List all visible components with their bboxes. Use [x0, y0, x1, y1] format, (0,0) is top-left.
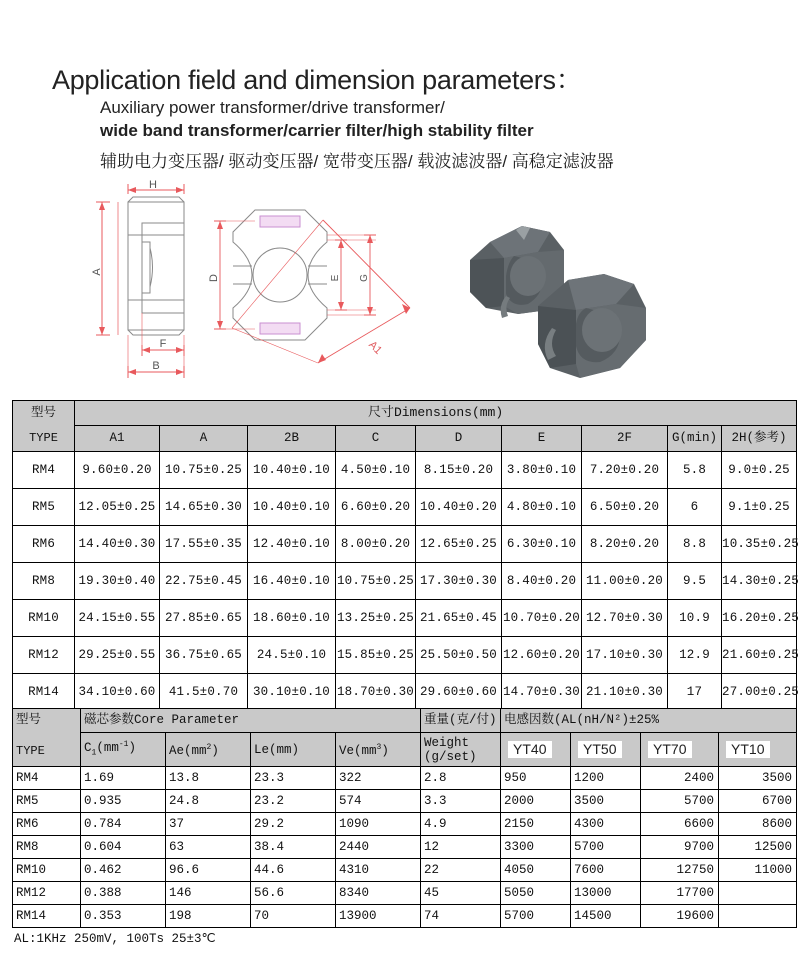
core-photo	[452, 218, 668, 390]
cell-ae: 13.8	[166, 767, 251, 790]
core-header-yt70	[641, 733, 719, 767]
table-row	[13, 790, 797, 813]
row-type: RM14	[13, 674, 75, 711]
top-view-arrowheads	[217, 221, 410, 363]
dimension-drawings	[80, 180, 440, 390]
ae-exp: 2	[206, 742, 212, 752]
core-group-al: 电感因数(AL(nH/N²)±25%	[501, 709, 797, 733]
c1-symbol: C	[84, 741, 92, 756]
top-view-outline	[233, 210, 327, 340]
cell-2h: 27.00±0.25	[722, 674, 797, 711]
cell-2b: 16.40±0.10	[248, 563, 336, 600]
cell-yt10: 12500	[719, 836, 797, 859]
cell-le: 70	[251, 905, 336, 928]
table-row	[13, 452, 797, 489]
cell-2b: 10.40±0.10	[248, 452, 336, 489]
row-type: RM6	[13, 813, 81, 836]
cell-a1: 12.05±0.25	[75, 489, 160, 526]
row-type: RM8	[13, 563, 75, 600]
side-view-dim-lines	[96, 184, 184, 378]
core-header-type-cn: 型号	[16, 713, 42, 727]
cell-a1: 9.60±0.20	[75, 452, 160, 489]
row-type: RM10	[13, 600, 75, 637]
cell-yt70: 19600	[641, 905, 719, 928]
cell-yt50: 14500	[571, 905, 641, 928]
cell-2f: 7.20±0.20	[582, 452, 668, 489]
dimensions-table	[12, 400, 800, 711]
cell-yt10: 3500	[719, 767, 797, 790]
cell-weight: 12	[421, 836, 501, 859]
cell-yt50: 13000	[571, 882, 641, 905]
cell-2f: 11.00±0.20	[582, 563, 668, 600]
cell-yt70: 5700	[641, 790, 719, 813]
cell-d: 25.50±0.50	[416, 637, 502, 674]
cell-yt10	[719, 905, 797, 928]
cell-yt10	[719, 882, 797, 905]
core-header-type-en: TYPE	[16, 744, 45, 758]
dim-label-A: A	[91, 268, 103, 276]
application-subtitle	[100, 96, 534, 142]
dim-label-F: F	[159, 338, 167, 350]
cell-yt50: 1200	[571, 767, 641, 790]
cell-2h: 16.20±0.25	[722, 600, 797, 637]
header-type-en: TYPE	[29, 431, 58, 445]
top-view-dim-lines	[214, 220, 410, 363]
c1-subscript: 1	[91, 748, 97, 758]
cell-ve: 8340	[336, 882, 421, 905]
header-col-e: E	[502, 426, 582, 452]
header-col-c: C	[336, 426, 416, 452]
dim-label-E: E	[330, 274, 341, 282]
cell-c1: 0.388	[81, 882, 166, 905]
dimensions-header-row-2	[13, 426, 797, 452]
cell-yt40: 4050	[501, 859, 571, 882]
cell-e: 4.80±0.10	[502, 489, 582, 526]
row-type: RM5	[13, 489, 75, 526]
cell-c1: 0.462	[81, 859, 166, 882]
drawing-svg	[80, 180, 440, 390]
cell-a: 27.85±0.65	[160, 600, 248, 637]
header-col-2b: 2B	[248, 426, 336, 452]
cell-a: 10.75±0.25	[160, 452, 248, 489]
cell-2f: 6.50±0.20	[582, 489, 668, 526]
ve-symbol: Ve(mm	[339, 744, 377, 759]
cell-yt10: 11000	[719, 859, 797, 882]
weight-line-2: (g/set)	[424, 749, 477, 764]
cell-a1: 34.10±0.60	[75, 674, 160, 711]
cell-d: 10.40±0.20	[416, 489, 502, 526]
cell-2h: 21.60±0.25	[722, 637, 797, 674]
cell-2f: 8.20±0.20	[582, 526, 668, 563]
row-type: RM12	[13, 637, 75, 674]
core-group-weight: 重量(克/付)	[421, 709, 501, 733]
table-row	[13, 836, 797, 859]
table-row	[13, 882, 797, 905]
cell-weight: 22	[421, 859, 501, 882]
core-header-yt10	[719, 733, 797, 767]
weight-line-1: Weight	[424, 735, 470, 750]
core-header-ve	[336, 733, 421, 767]
cell-yt70: 9700	[641, 836, 719, 859]
dim-label-H: H	[149, 180, 157, 191]
dimensions-header-row-1	[13, 401, 797, 426]
cell-e: 6.30±0.10	[502, 526, 582, 563]
ae-symbol: Ae(mm	[169, 744, 207, 759]
cell-ve: 322	[336, 767, 421, 790]
cell-e: 14.70±0.30	[502, 674, 582, 711]
ve-close: )	[381, 744, 389, 759]
cell-d: 8.15±0.20	[416, 452, 502, 489]
table-row	[13, 813, 797, 836]
header-col-gmin: G(min)	[668, 426, 722, 452]
row-type: RM6	[13, 526, 75, 563]
cell-e: 3.80±0.10	[502, 452, 582, 489]
cell-gmin: 10.9	[668, 600, 722, 637]
cell-a1: 14.40±0.30	[75, 526, 160, 563]
cell-c: 8.00±0.20	[336, 526, 416, 563]
subtitle-line-2: wide band transformer/carrier filter/high stability filter	[100, 121, 534, 140]
table-row	[13, 905, 797, 928]
side-view-outline	[128, 197, 184, 335]
cell-le: 23.3	[251, 767, 336, 790]
cell-e: 8.40±0.20	[502, 563, 582, 600]
cell-d: 21.65±0.45	[416, 600, 502, 637]
table-row	[13, 600, 797, 637]
cell-ve: 4310	[336, 859, 421, 882]
core-header-yt50	[571, 733, 641, 767]
cell-a: 14.65±0.30	[160, 489, 248, 526]
row-type: RM4	[13, 452, 75, 489]
header-col-2h: 2H(参考)	[722, 426, 797, 452]
table-row	[13, 637, 797, 674]
dim-label-D: D	[208, 274, 220, 282]
cell-ve: 1090	[336, 813, 421, 836]
header-col-a: A	[160, 426, 248, 452]
cell-yt70: 6600	[641, 813, 719, 836]
core-header-yt40	[501, 733, 571, 767]
cell-2b: 24.5±0.10	[248, 637, 336, 674]
cell-ae: 37	[166, 813, 251, 836]
cell-a1: 24.15±0.55	[75, 600, 160, 637]
table-row	[13, 767, 797, 790]
yt70-label: YT70	[648, 741, 691, 758]
cell-yt50: 7600	[571, 859, 641, 882]
cell-le: 38.4	[251, 836, 336, 859]
cell-c1: 1.69	[81, 767, 166, 790]
cell-yt40: 3300	[501, 836, 571, 859]
c1-unit-close: )	[128, 741, 136, 756]
cell-yt50: 4300	[571, 813, 641, 836]
core-header-weight	[421, 733, 501, 767]
cell-yt40: 5050	[501, 882, 571, 905]
cell-a1: 19.30±0.40	[75, 563, 160, 600]
row-type: RM14	[13, 905, 81, 928]
cell-weight: 74	[421, 905, 501, 928]
table-row	[13, 563, 797, 600]
cell-ve: 13900	[336, 905, 421, 928]
cell-c: 18.70±0.30	[336, 674, 416, 711]
cell-c1: 0.935	[81, 790, 166, 813]
row-type: RM10	[13, 859, 81, 882]
dim-label-A1: A1	[366, 338, 385, 357]
measurement-condition-note: AL:1KHz 250mV, 100Ts 25±3℃	[14, 932, 216, 946]
cell-c: 13.25±0.25	[336, 600, 416, 637]
cell-yt40: 5700	[501, 905, 571, 928]
header-type-cn: 型号	[30, 406, 56, 420]
cell-ae: 96.6	[166, 859, 251, 882]
cell-d: 12.65±0.25	[416, 526, 502, 563]
c1-unit-open: (mm	[96, 741, 119, 756]
cell-2h: 10.35±0.25	[722, 526, 797, 563]
core-header-ae	[166, 733, 251, 767]
c1-unit-exp: -1	[118, 740, 129, 750]
core-group-parameter: 磁芯参数Core Parameter	[81, 709, 421, 733]
cell-yt10: 8600	[719, 813, 797, 836]
cell-gmin: 17	[668, 674, 722, 711]
cell-c: 10.75±0.25	[336, 563, 416, 600]
cell-gmin: 12.9	[668, 637, 722, 674]
cell-d: 29.60±0.60	[416, 674, 502, 711]
table-row	[13, 526, 797, 563]
ae-close: )	[211, 744, 219, 759]
page-title: Application field and dimension parameters：	[52, 65, 583, 95]
cell-2h: 9.1±0.25	[722, 489, 797, 526]
cell-yt70: 2400	[641, 767, 719, 790]
cell-weight: 45	[421, 882, 501, 905]
cell-c1: 0.604	[81, 836, 166, 859]
cell-le: 44.6	[251, 859, 336, 882]
cell-ae: 63	[166, 836, 251, 859]
ve-exp: 3	[376, 742, 382, 752]
cell-d: 17.30±0.30	[416, 563, 502, 600]
cell-yt70: 12750	[641, 859, 719, 882]
cell-weight: 3.3	[421, 790, 501, 813]
header-col-2f: 2F	[582, 426, 668, 452]
cell-2h: 9.0±0.25	[722, 452, 797, 489]
table-row	[13, 674, 797, 711]
application-subtitle-chinese: 辅助电力变压器/ 驱动变压器/ 宽带变压器/ 载波滤波器/ 高稳定滤波器	[100, 152, 614, 171]
row-type: RM4	[13, 767, 81, 790]
cell-gmin: 6	[668, 489, 722, 526]
cell-weight: 2.8	[421, 767, 501, 790]
cell-c1: 0.353	[81, 905, 166, 928]
cell-le: 23.2	[251, 790, 336, 813]
core-parameter-table	[12, 708, 797, 928]
cell-ae: 146	[166, 882, 251, 905]
yt50-label: YT50	[578, 741, 621, 758]
cell-yt40: 950	[501, 767, 571, 790]
core-header-row-2	[13, 733, 797, 767]
cell-yt10: 6700	[719, 790, 797, 813]
cell-yt50: 3500	[571, 790, 641, 813]
yt40-label: YT40	[508, 741, 551, 758]
cell-le: 56.6	[251, 882, 336, 905]
cell-weight: 4.9	[421, 813, 501, 836]
table-row	[13, 859, 797, 882]
core-header-le: Le(mm)	[251, 733, 336, 767]
cell-gmin: 5.8	[668, 452, 722, 489]
cell-ve: 574	[336, 790, 421, 813]
cell-ae: 198	[166, 905, 251, 928]
row-type: RM12	[13, 882, 81, 905]
cell-a: 36.75±0.65	[160, 637, 248, 674]
cell-c: 6.60±0.20	[336, 489, 416, 526]
core-header-c1	[81, 733, 166, 767]
top-view-slot-highlights	[260, 216, 300, 334]
cell-yt50: 5700	[571, 836, 641, 859]
header-col-a1: A1	[75, 426, 160, 452]
cell-a1: 29.25±0.55	[75, 637, 160, 674]
yt10-label: YT10	[726, 741, 769, 758]
cell-yt40: 2000	[501, 790, 571, 813]
cell-ae: 24.8	[166, 790, 251, 813]
cell-a: 22.75±0.45	[160, 563, 248, 600]
cell-gmin: 9.5	[668, 563, 722, 600]
cell-2f: 21.10±0.30	[582, 674, 668, 711]
cell-c1: 0.784	[81, 813, 166, 836]
header-type-cell	[13, 401, 75, 452]
core-header-row-1	[13, 709, 797, 733]
header-col-d: D	[416, 426, 502, 452]
core-header-type-cell	[13, 709, 81, 767]
cell-2b: 30.10±0.10	[248, 674, 336, 711]
cell-e: 12.60±0.20	[502, 637, 582, 674]
cell-yt70: 17700	[641, 882, 719, 905]
row-type: RM8	[13, 836, 81, 859]
cell-a: 17.55±0.35	[160, 526, 248, 563]
row-type: RM5	[13, 790, 81, 813]
cell-2b: 12.40±0.10	[248, 526, 336, 563]
table-row	[13, 489, 797, 526]
cell-2b: 18.60±0.10	[248, 600, 336, 637]
dim-label-G: G	[359, 274, 370, 282]
cell-gmin: 8.8	[668, 526, 722, 563]
cell-e: 10.70±0.20	[502, 600, 582, 637]
cell-yt40: 2150	[501, 813, 571, 836]
cell-le: 29.2	[251, 813, 336, 836]
cell-2f: 17.10±0.30	[582, 637, 668, 674]
header-dimensions-span: 尺寸Dimensions(mm)	[75, 401, 797, 426]
subtitle-line-1: Auxiliary power transformer/drive transformer/	[100, 98, 445, 117]
core-photo-svg	[452, 218, 668, 390]
cell-2f: 12.70±0.30	[582, 600, 668, 637]
dim-label-B: B	[152, 360, 160, 372]
cell-a: 41.5±0.70	[160, 674, 248, 711]
cell-2h: 14.30±0.25	[722, 563, 797, 600]
cell-2b: 10.40±0.10	[248, 489, 336, 526]
cell-c: 15.85±0.25	[336, 637, 416, 674]
cell-c: 4.50±0.10	[336, 452, 416, 489]
cell-ve: 2440	[336, 836, 421, 859]
